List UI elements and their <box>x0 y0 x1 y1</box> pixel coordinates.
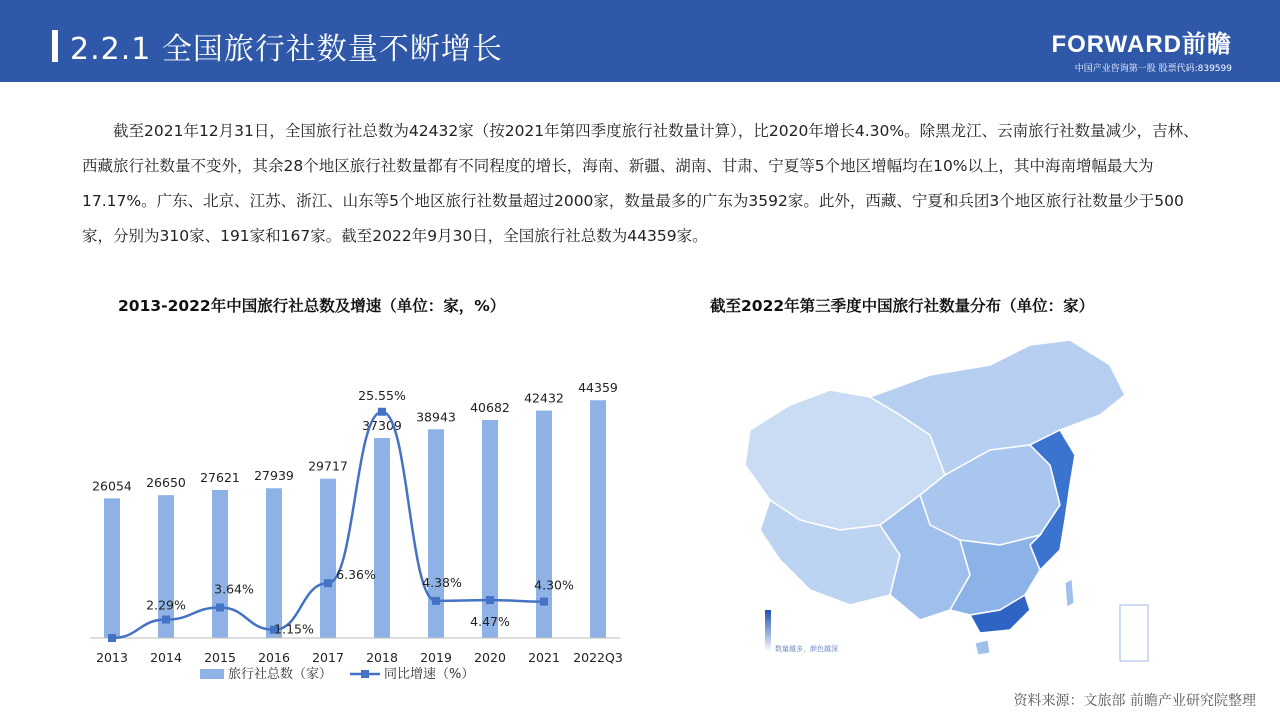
growth-value-label: 2.29% <box>146 597 186 613</box>
legend-bar-swatch <box>200 669 224 679</box>
legend-line-label: 同比增速（%） <box>384 667 475 682</box>
map-taiwan <box>1065 579 1074 607</box>
china-map <box>730 335 1150 675</box>
bar-value-label: 26054 <box>92 478 132 494</box>
x-tick-label: 2018 <box>366 650 398 665</box>
growth-value-label: 3.64% <box>214 581 254 597</box>
bar <box>374 438 390 638</box>
x-tick-label: 2019 <box>420 650 452 665</box>
left-chart-title: 2013-2022年中国旅行社总数及增速（单位：家，%） <box>118 297 506 315</box>
x-tick-label: 2017 <box>312 650 344 665</box>
growth-value-label: 1.15% <box>274 621 314 637</box>
body-paragraph <box>82 114 1202 254</box>
growth-value-label: 25.55% <box>358 387 406 403</box>
bar-value-label: 29717 <box>308 458 348 474</box>
growth-value-label: 4.30% <box>534 577 574 593</box>
bar <box>482 420 498 638</box>
growth-point <box>108 634 116 642</box>
growth-value-label: 4.38% <box>422 574 462 590</box>
growth-point <box>324 579 332 587</box>
map-provinces <box>745 340 1125 655</box>
growth-point <box>162 616 170 624</box>
growth-point <box>540 598 548 606</box>
bar-value-label: 37309 <box>362 418 402 434</box>
growth-point <box>432 597 440 605</box>
map-color-legend <box>765 610 771 652</box>
paragraph-text: 截至2021年12月31日，全国旅行社总数为42432家（按2021年第四季度旅行社数量计算），比2020年增长4.30%。除黑龙江、云南旅行社数量减少，吉林、西藏旅行社数量不变外，其余28个地区旅行社数量都有不同程度的增长，海南、新疆、湖南、甘肃、宁夏等5个地区增幅均在10%以上，其中海南增幅最大为17.17%。广东、北京、江苏、浙江、山东等5个地区旅行社数量超过2000家，数量最多的广东为3592家。此外，西藏、宁夏和兵团3个地区旅行社数量少于500家，分别为310家、191家和167家。截至2022年9月30日，全国旅行社总数为44359家。 <box>82 122 1199 245</box>
x-tick-label: 2015 <box>204 650 236 665</box>
bar <box>590 400 606 638</box>
bar-value-label: 40682 <box>470 399 510 415</box>
x-tick-label: 2014 <box>150 650 182 665</box>
logo-subtitle: 中国产业咨询第一股 股票代码:839599 <box>1074 64 1232 74</box>
growth-point <box>378 408 386 416</box>
bar-value-label: 27621 <box>200 469 240 485</box>
bar-value-label: 42432 <box>524 390 564 406</box>
page-title: 2.2.1 全国旅行社数量不断增长 <box>70 32 503 67</box>
right-chart-title: 截至2022年第三季度中国旅行社数量分布（单位：家） <box>710 297 1095 315</box>
growth-point <box>216 603 224 611</box>
x-tick-label: 2021 <box>528 650 560 665</box>
map-hainan <box>975 640 990 655</box>
bar <box>320 479 336 638</box>
bar <box>428 429 444 638</box>
bar-value-label: 44359 <box>578 380 618 396</box>
bar <box>104 498 120 638</box>
forward-logo <box>1051 24 1232 74</box>
x-tick-label: 2013 <box>96 650 128 665</box>
source-note: 资料来源：文旅部 前瞻产业研究院整理 <box>1013 693 1256 709</box>
bar-value-label: 26650 <box>146 475 186 491</box>
header-bar <box>0 0 1280 82</box>
logo-brand: FORWARD前瞻 <box>1051 31 1232 58</box>
growth-value-label: 6.36% <box>336 567 376 583</box>
growth-point <box>486 596 494 604</box>
legend-bar-label: 旅行社总数（家） <box>228 667 333 682</box>
chart-legend <box>200 666 474 682</box>
south-china-sea-inset <box>1120 605 1148 661</box>
map-legend-text: 数量越多，颜色越深 <box>775 645 838 653</box>
bar <box>212 490 228 638</box>
title-accent-bar <box>52 30 58 62</box>
bar-value-label: 38943 <box>416 409 456 425</box>
x-tick-label: 2016 <box>258 650 290 665</box>
x-tick-label: 2022Q3 <box>573 650 623 665</box>
legend-line-marker <box>361 670 369 678</box>
bar-value-label: 27939 <box>254 468 294 484</box>
bar <box>266 488 282 638</box>
bar-line-chart <box>0 330 640 690</box>
growth-value-label: 4.47% <box>470 614 510 630</box>
x-tick-label: 2020 <box>474 650 506 665</box>
